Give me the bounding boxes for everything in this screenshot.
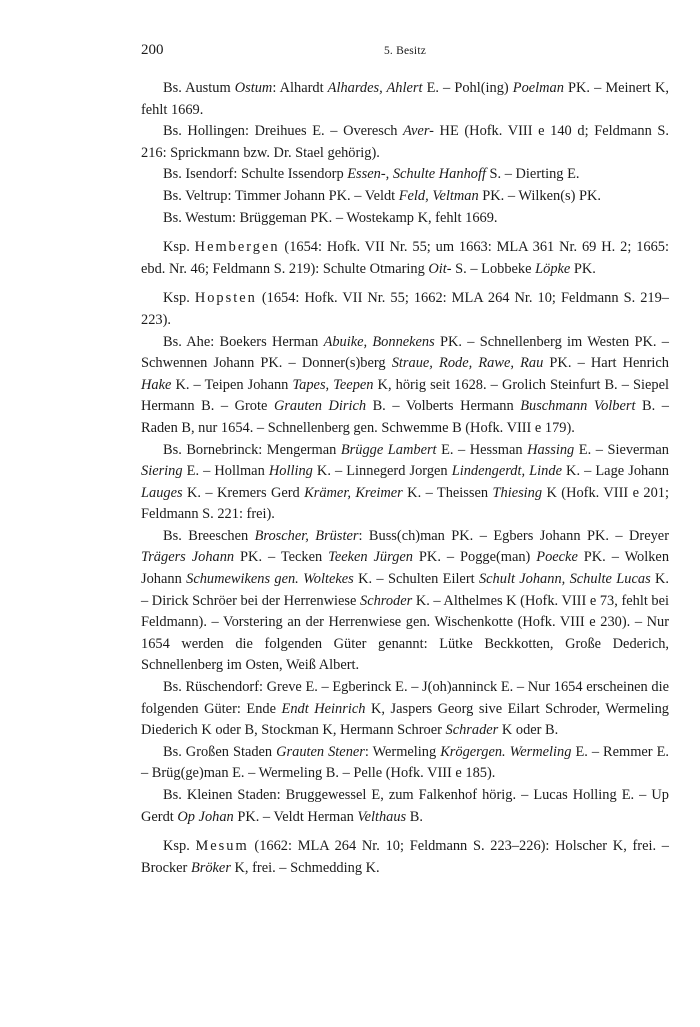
italic-name: Teeken Jürgen [328,549,413,566]
text-run: Bs. Ahe: Boekers Herman [163,333,324,350]
text-run: PK. – Schnellenberg im Westen PK. – Schwennen Johann PK. – Donner(s)berg [141,333,669,372]
italic-name: Essen-, Schulte Hanhoff [347,166,486,183]
page-header [141,42,669,68]
italic-name: Grauten Dirich [273,398,367,415]
paragraph [141,836,669,879]
italic-name: Krögergen. Wermeling [440,743,572,760]
text-run: PK. – Wolken Johann [141,549,670,588]
text-run: B. – Raden B, nur 1654. – Schnellenberg gen. Schwemme B (Hofk. VIII e 179). [141,398,669,436]
italic-name: Buschmann Volbert [520,398,636,415]
text-run: K. – Althelmes K (Hofk. VIII e 73, fehlt bei Feldmann). – Vorstering an der Herrenwiese gen. Wischenkotte (Hofk. VIII e 230). – Nur 1654 werden die folgenden Güter genannt: Lütke Beckkotten, Große Dederich, Schnellenberg im Osten, Weiß Albert. [141,592,669,674]
text-run: B. – Volberts Hermann [366,398,521,415]
text-run: Ksp. [163,239,195,256]
text-run: HE (Hofk. VIII e 140 d; Feldmann S. 216: Sprickmann bzw. Dr. Stael gehörig). [141,123,669,161]
italic-name: Endt Heinrich [281,700,366,717]
paragraph [141,237,669,280]
italic-name: Lauges [141,484,183,501]
text-run: PK. – Wilken(s) PK. [478,187,601,204]
text-run: Bs. Großen Staden [163,743,277,760]
paragraph [141,677,669,742]
parish-name: Mesum [195,838,249,855]
italic-name: Alhardes, Ahlert [327,80,423,96]
italic-name: Löpke [535,260,571,277]
book-page [141,42,669,879]
italic-name: Siering [141,463,183,480]
text-run: E. – Hollman [182,463,269,480]
text-run: : Alhardt [272,80,328,96]
paragraph [141,288,669,331]
text-run: (1654: Hofk. VII Nr. 55; um 1663: MLA 361 Nr. 69 H. 2; 1665: ebd. Nr. 46; Feldmann S. 219): Schulte Otmaring [141,239,669,277]
italic-name: Feld, Veltman [398,187,479,204]
text-run: K. – Lage Johann [561,463,670,480]
italic-name: Trägers Johann [141,549,235,566]
italic-name: Poelman [512,80,564,96]
text-run: PK. – Hart Henrich [543,355,669,372]
page-number: 200 [141,42,164,58]
italic-name: Grauten Stener [276,743,365,760]
italic-name: Ostum [234,80,273,96]
text-run: K. – Schulten Eilert [353,571,479,588]
italic-name: Schumewikens gen. Woltekes [186,571,354,588]
paragraph [141,186,669,208]
text-run: PK. – Veldt Herman [233,808,358,825]
text-run: S. – Lobbeke [451,260,536,277]
text-run: K. – Dirick Schröer bei der Herrenwiese [141,571,670,609]
italic-name: Bröker [190,859,231,876]
text-run: PK. – Tecken [234,549,329,566]
italic-name: Broscher, Brüster [254,527,359,544]
italic-name: Hassing [527,441,575,458]
text-run: K. – Theissen [402,484,493,501]
italic-name: Tapes, Teepen [292,376,374,393]
italic-name: Straue, Rode, Rawe, Rau [391,355,544,372]
italic-name: Aver- [403,123,434,140]
body-text [141,78,669,879]
text-run: Bs. Hollingen: Dreihues E. – Overesch [163,123,404,140]
text-run: Bs. Austum [163,80,235,96]
running-head: 5. Besitz [383,45,427,57]
italic-name: Op Johan [177,808,234,825]
text-run: S. – Dierting E. [485,166,580,183]
italic-name: Abuike, Bonnekens [323,333,435,350]
text-run: PK. [570,260,596,277]
italic-name: Schult Johann, Schulte Lucas [478,571,651,588]
text-run: PK. – Pogge(man) [412,549,537,566]
italic-name: Holling [268,463,313,480]
paragraph [141,332,669,440]
parish-name: Hopsten [194,290,257,307]
text-run: K (Hofk. VIII e 201; Feldmann S. 221: frei). [141,484,669,523]
text-run: Bs. Kleinen Staden: Bruggewessel E, zum Falkenhof hörig. – Lucas Holling E. – Up Gerdt [141,787,669,825]
italic-name: Lindengerdt, Linde [451,463,562,480]
italic-name: Poecke [536,549,578,566]
parish-name: Hembergen [194,239,280,256]
text-run: K. – Linnegerd Jorgen [312,463,452,480]
text-run: K, Jaspers Georg sive Eilart Schroder, Wermeling Diederich K oder B, Stockman K, Hermann Schroer [141,700,669,739]
text-run: Ksp. [163,290,195,307]
paragraph [141,121,669,164]
text-run: E. – Remmer E. – Brüg(ge)man E. – Wermeling B. – Pelle (Hofk. VIII e 185). [141,743,669,782]
italic-name: Brügge Lambert [340,441,437,458]
text-run: K, hörig seit 1628. – Grolich Steinfurt B. – Siepel Hermann B. – Grote [141,376,669,415]
text-run: K. – Kremers Gerd [182,484,305,501]
italic-name: Krämer, Kreimer [304,484,403,501]
text-run: PK. – Meinert K, fehlt 1669. [141,80,669,118]
text-run: Bs. Isendorf: Schulte Issendorp [163,166,348,183]
paragraph [141,164,669,186]
paragraph [141,742,669,785]
text-run: Bs. Bornebrinck: Mengerman [163,441,341,458]
text-run: Ksp. [163,838,196,855]
paragraph [141,208,669,230]
text-run: E. – Pohl(ing) [422,80,513,96]
text-run: : Wermeling [364,743,441,760]
text-run: Bs. Rüschendorf: Greve E. – Egberinck E. – J(oh)anninck E. – Nur 1654 erscheinen die folgenden Güter: Ende [141,679,669,717]
italic-name: Velthaus [357,808,407,825]
text-run: Bs. Breeschen [163,527,255,544]
text-run: B. [406,808,423,825]
text-run: E. – Hessman [436,441,528,458]
paragraph [141,785,669,828]
italic-name: Oit- [428,260,452,277]
text-run: (1654: Hofk. VII Nr. 55; 1662: MLA 264 Nr. 10; Feldmann S. 219–223). [141,290,669,328]
paragraph [141,78,669,121]
paragraph [141,526,669,677]
italic-name: Thiesing [492,484,543,501]
text-run: K. – Teipen Johann [171,376,293,393]
text-run: E. – Sieverman [574,441,669,458]
italic-name: Schrader [445,722,499,739]
text-run: (1662: MLA 264 Nr. 10; Feldmann S. 223–226): Holscher K, frei. – Brocker [141,838,669,876]
italic-name: Schroder [360,592,413,609]
text-run: K, frei. – Schmedding K. [230,859,380,876]
text-run: : Buss(ch)man PK. – Egbers Johann PK. – Dreyer [358,527,669,544]
italic-name: Hake [141,376,172,393]
paragraph [141,440,669,526]
text-run: K oder B. [498,722,559,739]
text-run: Bs. Westum: Brüggeman PK. – Wostekamp K, fehlt 1669. [163,209,498,226]
text-run: Bs. Veltrup: Timmer Johann PK. – Veldt [163,187,399,204]
